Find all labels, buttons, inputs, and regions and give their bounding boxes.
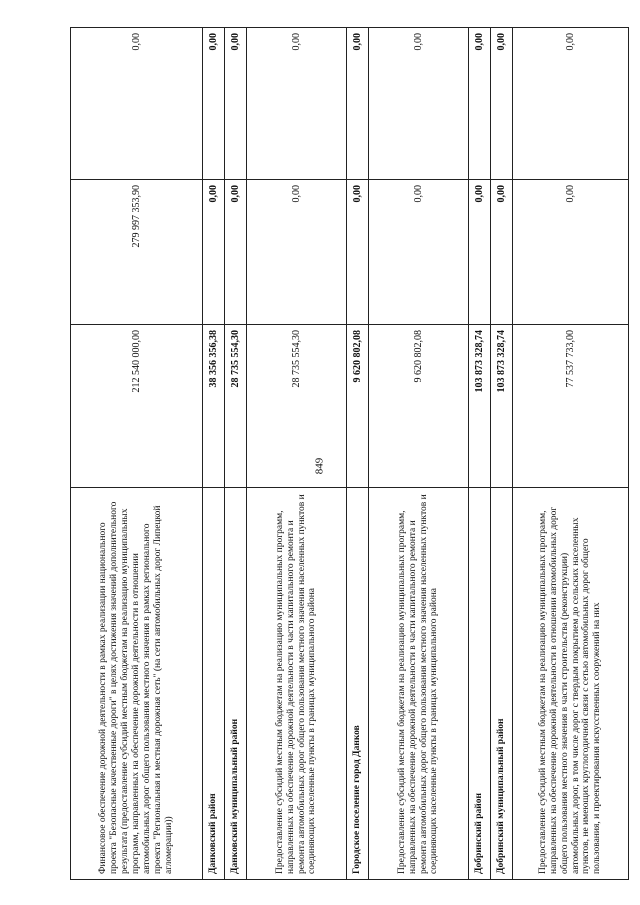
row-value-1: 28 735 554,30 (247, 325, 347, 488)
row-value-2: 0,00 (225, 180, 247, 325)
row-value-2: 0,00 (369, 180, 469, 325)
row-value-3: 0,00 (71, 28, 203, 180)
row-name: Данковский район (203, 488, 225, 880)
row-value-3: 0,00 (491, 28, 513, 180)
row-value-1: 103 873 328,74 (491, 325, 513, 488)
row-name: Городское поселение город Данков (347, 488, 369, 880)
budget-table (70, 27, 629, 880)
row-value-2: 0,00 (247, 180, 347, 325)
row-value-2: 0,00 (469, 180, 491, 325)
table-row (513, 28, 629, 880)
row-value-3: 0,00 (469, 28, 491, 180)
row-name: Данковский муниципальный район (225, 488, 247, 880)
row-value-3: 0,00 (513, 28, 629, 180)
row-value-2: 0,00 (491, 180, 513, 325)
row-name: Финансовое обеспечение дорожной деятельности в рамках реализации национального проекта "Безопасные качественные дороги" в целях достижения значений дополнительного результата (предоставление субсидий местным бюджетам на реализацию муниципальных программ, направленных на обеспечение дорожной деятельности в отношении автомобильных дорог общего пользования местного значения в рамках регионального проекта "Региональная и местная дорожная сеть" (на сети автомобильных дорог Липецкой агломерации)) (71, 488, 203, 880)
row-name: Предоставление субсидий местным бюджетам на реализацию муниципальных программ, направленных на обеспечение дорожной деятельности в части капитального ремонта и ремонта автомобильных дорог общего пользования местного значения населенных пунктов и соединяющих населенные пункты в границах муниципального района (369, 488, 469, 880)
page-number-text: 849 (313, 457, 325, 475)
row-value-2: 0,00 (347, 180, 369, 325)
row-value-1: 9 620 802,08 (347, 325, 369, 488)
table-row (71, 28, 203, 880)
row-value-1: 28 735 554,30 (225, 325, 247, 488)
table-row (491, 28, 513, 880)
row-value-1: 103 873 328,74 (469, 325, 491, 488)
row-name: Добринский район (469, 488, 491, 880)
table-row (469, 28, 491, 880)
row-name: Предоставление субсидий местным бюджетам на реализацию муниципальных программ, направленных на обеспечение дорожной деятельности в отношении автомобильных дорог общего пользования местного значения в части строительства (реконструкции) автомобильных дорог, в том числе дорог с твердым покрытием до сельских населенных пунктов, не имеющих круглогодичной связи с сетью автомобильных дорог общего пользования, и проектирования искусственных сооружений на них (513, 488, 629, 880)
table-row (347, 28, 369, 880)
table-row (369, 28, 469, 880)
table-row (203, 28, 225, 880)
row-value-1: 38 356 356,38 (203, 325, 225, 488)
row-value-3: 0,00 (203, 28, 225, 180)
row-value-3: 0,00 (247, 28, 347, 180)
row-value-1: 212 540 000,00 (71, 325, 203, 488)
row-name: Предоставление субсидий местным бюджетам на реализацию муниципальных программ, направленных на обеспечение дорожной деятельности в части капитального ремонта и ремонта автомобильных дорог общего пользования местного значения населенных пунктов и соединяющих населенные пункты в границах муниципального района (247, 488, 347, 880)
row-value-2: 279 997 353,90 (71, 180, 203, 325)
table-row (225, 28, 247, 880)
rotated-table-sheet (70, 28, 628, 880)
row-value-2: 0,00 (203, 180, 225, 325)
row-value-1: 9 620 802,08 (369, 325, 469, 488)
row-value-2: 0,00 (513, 180, 629, 325)
row-name: Добринский муниципальный район (491, 488, 513, 880)
row-value-1: 77 537 733,00 (513, 325, 629, 488)
table-row (247, 28, 347, 880)
row-value-3: 0,00 (369, 28, 469, 180)
row-value-3: 0,00 (225, 28, 247, 180)
row-value-3: 0,00 (347, 28, 369, 180)
